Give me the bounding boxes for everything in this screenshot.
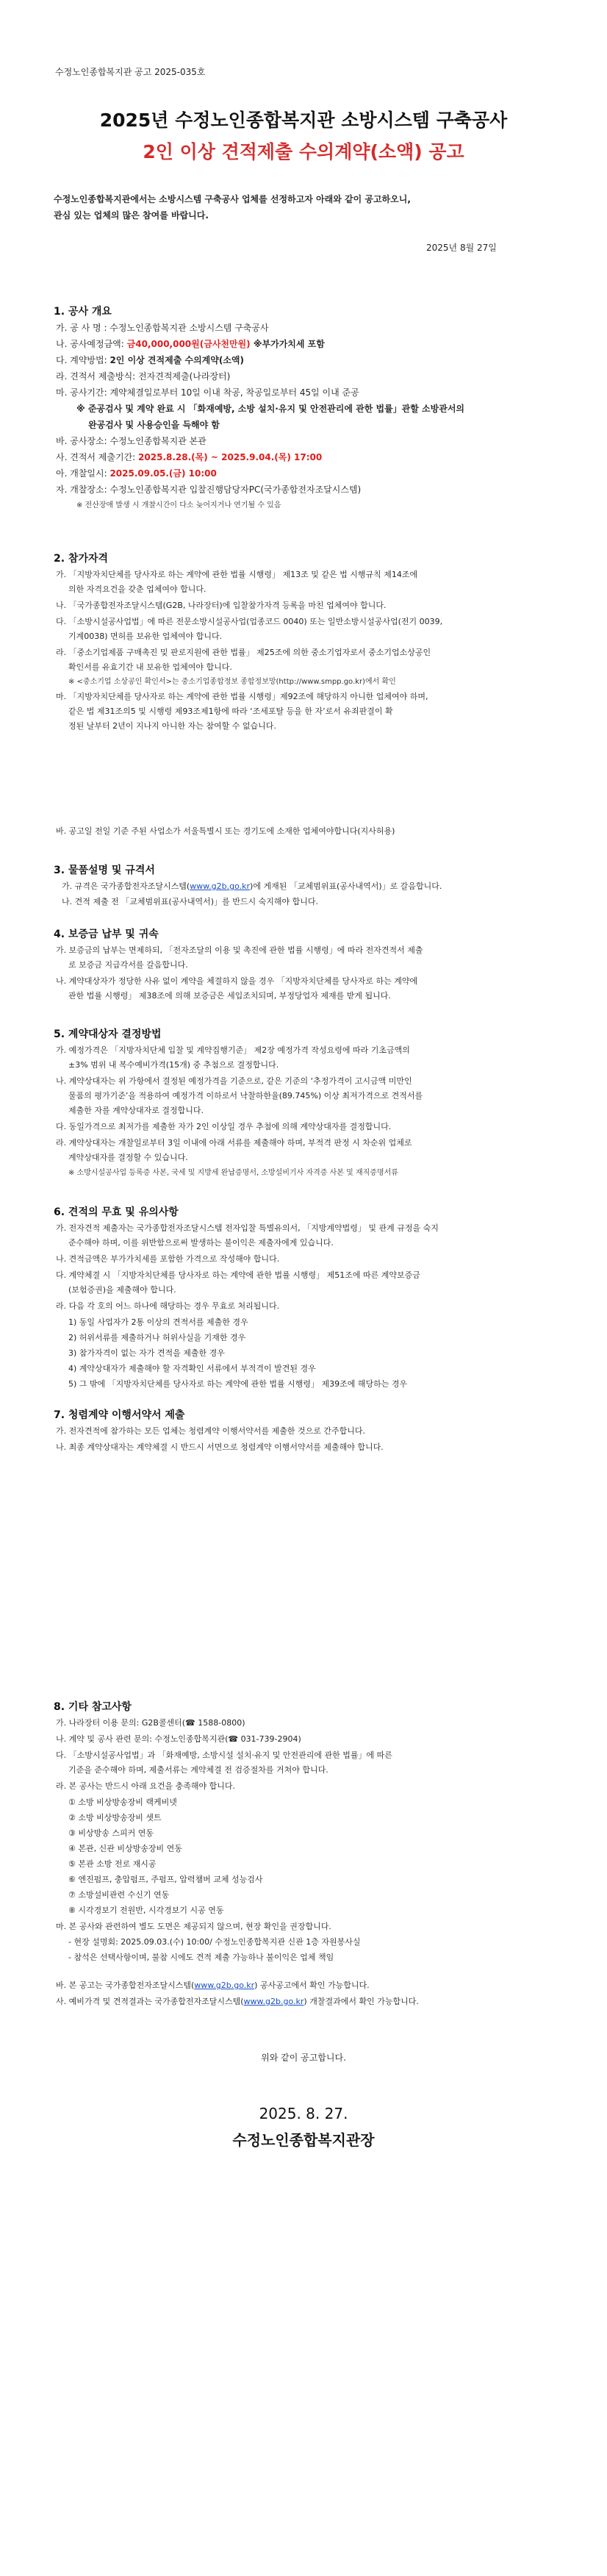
s1-item-ga: 가. 공 사 명 : 수정노인종합복지관 소방시스템 구축공사 xyxy=(56,323,269,333)
s6-item-ra: 라. 다음 각 호의 어느 하나에 해당하는 경우 무효로 처리됩니다. xyxy=(56,1301,280,1311)
section-4-heading: 4. 보증금 납부 및 귀속 xyxy=(54,929,159,940)
s3-item-na: 나. 견적 제출 전 「교체범위표(공사내역서)」를 반드시 숙지해야 합니다. xyxy=(62,897,318,906)
s1-ma-note-1: ※ 준공검사 및 계약 완료 시 「화재예방, 소방 설치·유지 및 안전관리에 관한 법률」관할 소방관서의 xyxy=(76,404,465,414)
s5-item-na-1: 나. 계약상대자는 위 가항에서 결정된 예정가격을 기준으로, 같은 기준의 ‘추정가격이 고시금액 미만인 xyxy=(56,1076,412,1086)
s1-item-da: 다. 계약방법: 2인 이상 견적제출 수의계약(소액) xyxy=(56,355,245,365)
s1-item-ba: 바. 공사장소: 수정노인종합복지관 본관 xyxy=(56,436,206,446)
s8-list-item: ⑦ 소방설비관련 수신기 연동 xyxy=(68,1890,170,1900)
s6-list-item: 5) 그 밖에 「지방자치단체를 당사자로 하는 계약에 관한 법률 시행령」 제39조에 해당하는 경우 xyxy=(68,1379,408,1389)
s1-item-ja: 자. 개찰장소: 수정노인종합복지관 입찰진행담당자PC(국가종합전자조달시스템) xyxy=(56,484,362,495)
s2-item-ga-1: 가. 「지방자치단체를 당사자로 하는 계약에 관한 법률 시행령」 제13조 및 같은 법 시행규칙 제14조에 xyxy=(56,570,418,579)
s6-item-da-1: 다. 계약체결 시 「지방자치단체를 당사자로 하는 계약에 관한 법률 시행령」 제51조에 따른 계약보증금 xyxy=(56,1270,420,1280)
intro-line-1: 수정노인종합복지관에서는 소방시스템 구축공사 업체를 선정하고자 아래와 같이 공고하오니, xyxy=(54,194,411,204)
s2-item-ra-2: 확인서를 유효기간 내 보유한 업체여야 합니다. xyxy=(68,662,232,672)
signature-date: 2025. 8. 27. xyxy=(259,2105,348,2122)
s8-list-item: ② 소방 비상방송장비 셋트 xyxy=(68,1813,162,1822)
section-6-heading: 6. 견적의 무효 및 유의사항 xyxy=(54,1206,179,1218)
s8-ma-dash-1: - 현장 설명회: 2025.09.03.(수) 10:00/ 수정노인종합복지관 신관 1층 자원봉사실 xyxy=(68,1937,361,1947)
g2b-link[interactable]: www.g2b.go.kr xyxy=(243,1997,304,2006)
s8-item-na: 나. 계약 및 공사 관련 문의: 수정노인종합복지관(☎ 031-739-2904) xyxy=(56,1734,301,1744)
s8-item-da-1: 다. 「소방시설공사업법」과 「화재예방, 소방시설 설치·유지 및 안전관리에 관한 법률」에 따른 xyxy=(56,1750,392,1760)
s8-item-ba: 바. 본 공고는 국가종합전자조달시스템(www.g2b.go.kr) 공사공고에서 확인 가능합니다. xyxy=(56,1981,370,1990)
s8-list-item: ⑥ 엔진펌프, 충압펌프, 주펌프, 압력챔버 교체 성능검사 xyxy=(68,1875,263,1884)
s5-item-ra-2: 계약상대자를 결정할 수 있습니다. xyxy=(68,1153,188,1162)
s2-item-da-2: 기계0038) 면허를 보유한 업체여야 합니다. xyxy=(68,632,223,641)
s3-item-ga: 가. 규격은 국가종합전자조달시스템(www.g2b.go.kr)에 게재된 「교체범위표(공사내역서)」로 갈음합니다. xyxy=(62,881,442,891)
s1-ja-note: ※ 전산장애 발생 시 개찰시간이 다소 늦어지거나 연기될 수 있음 xyxy=(76,501,281,509)
s5-item-ga-1: 가. 예정가격은 「지방자치단체 입찰 및 계약집행기준」 제2장 예정가격 작성요령에 따라 기초금액의 xyxy=(56,1045,410,1055)
notice-date: 2025년 8월 27일 xyxy=(426,243,497,253)
s8-item-sa: 사. 예비가격 및 견적결과는 국가종합전자조달시스템(www.g2b.go.kr) 개찰결과에서 확인 가능합니다. xyxy=(56,1997,419,2006)
s2-item-ga-2: 의한 자격요건을 갖춘 업체여야 합니다. xyxy=(68,584,206,594)
s8-list-item: ⑤ 본관 소방 전로 재시공 xyxy=(68,1859,157,1869)
s1-item-sa: 사. 견적서 제출기간: 2025.8.28.(목) ~ 2025.9.04.(목) 17:00 xyxy=(56,452,323,462)
g2b-link[interactable]: www.g2b.go.kr xyxy=(194,1981,255,1990)
s8-list-item: ① 소방 비상방송장비 랙케비넷 xyxy=(68,1797,177,1807)
s6-list-item: 3) 참가자격이 없는 자가 견적을 제출한 경우 xyxy=(68,1348,225,1358)
intro-line-2: 관심 있는 업체의 많은 참여를 바랍니다. xyxy=(54,210,209,221)
s4-item-na-2: 관한 법률 시행령」 제38조에 의해 보증금은 세입조치되며, 부정당업자 제재를 받게 됩니다. xyxy=(68,991,391,1001)
s6-list-item: 4) 계약상대자가 제출해야 할 자격확인 서류에서 부적격이 발견된 경우 xyxy=(68,1364,316,1373)
section-7-heading: 7. 청렴계약 이행서약서 제출 xyxy=(54,1409,185,1421)
s2-item-da-1: 다. 「소방시설공사업법」에 따른 전문소방시설공사업(업종코드 0040) 또는 일반소방시설공사업(전기 0039, xyxy=(56,617,443,626)
s8-list-item: ⑧ 시각경보기 전원반, 시각경보기 시공 연동 xyxy=(68,1906,224,1915)
s1-item-ma: 마. 공사기간: 계약체결일로부터 10일 이내 착공, 착공일로부터 45일 이내 준공 xyxy=(56,387,359,398)
s4-item-ga-1: 가. 보증금의 납부는 면제하되, 「전자조달의 이용 및 촉진에 관한 법률 시행령」에 따라 전자견적서 제출 xyxy=(56,945,423,955)
s7-item-na: 나. 최종 계약상대자는 계약체결 시 반드시 서면으로 청렴계약 이행서약서를 제출해야 합니다. xyxy=(56,1442,384,1452)
s2-item-ba: 바. 공고일 전일 기준 주된 사업소가 서울특별시 또는 경기도에 소재한 업체여야합니다(지사허용) xyxy=(56,826,395,836)
s6-item-ga-2: 준수해야 하며, 이를 위반함으로써 발생하는 불이익은 제출자에게 있습니다. xyxy=(68,1238,334,1248)
s1-item-na: 나. 공사예정금액: 금40,000,000원(금사천만원) ※부가가치세 포함 xyxy=(56,339,325,349)
title-line-1: 2025년 수정노인종합복지관 소방시스템 구축공사 xyxy=(99,110,508,131)
g2b-link[interactable]: www.g2b.go.kr xyxy=(190,881,251,891)
section-8-heading: 8. 기타 참고사항 xyxy=(54,1701,132,1713)
section-5-heading: 5. 계약대상자 결정방법 xyxy=(54,1028,162,1040)
s8-list-item: ③ 비상방송 스피커 연동 xyxy=(68,1828,154,1838)
section-3-heading: 3. 물품설명 및 규격서 xyxy=(54,865,155,876)
s6-list-item: 1) 동일 사업자가 2통 이상의 견적서를 제출한 경우 xyxy=(68,1317,248,1327)
s4-item-na-1: 나. 계약대상자가 정당한 사유 없이 계약을 체결하지 않을 경우 「지방자치단체를 당사자로 하는 계약에 xyxy=(56,976,418,986)
s2-item-ra-1: 라. 「중소기업제품 구매촉진 및 판로지원에 관한 법률」 제25조에 의한 중소기업자로서 중소기업소상공인 xyxy=(56,648,431,657)
s8-item-ra: 라. 본 공사는 반드시 아래 요건을 충족해야 합니다. xyxy=(56,1781,235,1791)
section-2-heading: 2. 참가자격 xyxy=(54,553,109,565)
s6-item-ga-1: 가. 전자견적 제출자는 국가종합전자조달시스템 전자입찰 특별유의서, 「지방계약법령」 및 관계 규정을 숙지 xyxy=(56,1223,439,1233)
s8-item-da-2: 기준을 준수해야 하며, 제출서류는 계약체결 전 검증절차를 거쳐야 합니다. xyxy=(68,1765,328,1775)
s6-item-da-2: (보험증권)을 제출해야 합니다. xyxy=(68,1285,176,1295)
s8-list-item: ④ 본관, 신관 비상방송장비 연동 xyxy=(68,1844,182,1853)
s7-item-ga: 가. 전자견적에 참가하는 모든 업체는 청렴계약 이행서약서를 제출한 것으로 간주합니다. xyxy=(56,1426,365,1436)
s5-ra-note: ※ 소방시설공사업 등록증 사본, 국세 및 지방세 완납증명서, 소방설비기사 자격증 사본 및 재직증명서류 xyxy=(68,1169,398,1177)
s1-ma-note-2: 완공검사 및 사용승인을 득해야 함 xyxy=(88,420,220,430)
closing-text: 위와 같이 공고합니다. xyxy=(261,2053,346,2063)
s4-item-ga-2: 로 보증금 지급각서를 갈음합니다. xyxy=(68,960,188,970)
s8-item-ga: 가. 나라장터 이용 문의: G2B콜센터(☎ 1588-0800) xyxy=(56,1718,245,1728)
s1-item-ra: 라. 견적서 제출방식: 전자견적제출(나라장터) xyxy=(56,371,231,382)
s8-item-ma: 마. 본 공사와 관련하여 별도 도면은 제공되지 않으며, 현장 확인을 권장합니다. xyxy=(56,1922,331,1931)
s5-item-ra-1: 라. 계약상대자는 개찰일로부터 3일 이내에 아래 서류를 제출해야 하며, 부적격 판정 시 차순위 업체로 xyxy=(56,1138,412,1148)
s2-ra-note: ※ <중소기업 소상공인 확인서>는 중소기업종합정보 종합정보망(http://www.smpp.go.kr)에서 확인 xyxy=(68,678,396,686)
section-1-heading: 1. 공사 개요 xyxy=(54,306,112,318)
s5-item-da: 다. 동일가격으로 최저가를 제출한 자가 2인 이상일 경우 추첨에 의해 계약상대자를 결정합니다. xyxy=(56,1122,392,1131)
s6-item-na: 나. 견적금액은 부가가치세를 포함한 가격으로 작성해야 합니다. xyxy=(56,1254,280,1264)
s2-item-ma-3: 정된 날부터 2년이 지나지 아니한 자는 참여할 수 없습니다. xyxy=(68,721,276,731)
s8-ma-dash-2: - 참석은 선택사항이며, 불참 시에도 견적 제출 가능하나 불이익은 업체 책임 xyxy=(68,1953,334,1962)
s5-item-ga-2: ±3% 범위 내 복수예비가격(15개) 중 추첨으로 결정합니다. xyxy=(68,1060,279,1070)
s2-item-ma-2: 같은 법 제31조의5 및 시행령 제93조제1항에 따라 ‘조세포탈 등을 한 자’로서 유죄판결이 확 xyxy=(68,706,393,716)
s2-item-na: 나. 「국가종합전자조달시스템(G2B, 나라장터)에 입찰참가자격 등록을 마친 업체여야 합니다. xyxy=(56,601,387,610)
title-line-2: 2인 이상 견적제출 수의계약(소액) 공고 xyxy=(143,141,464,162)
notice-number: 수정노인종합복지관 공고 2025-035호 xyxy=(55,67,206,77)
s5-item-na-2: 물품의 평가기준’을 적용하여 예정가격 이하로서 낙찰하한율(89.745%) 이상 최저가격으로 견적서를 xyxy=(68,1091,423,1101)
s2-item-ma-1: 마. 「지방자치단체를 당사자로 하는 계약에 관한 법률 시행령」제92조에 해당하지 아니한 업체여야 하며, xyxy=(56,692,428,701)
signature-organization: 수정노인종합복지관장 xyxy=(232,2131,375,2149)
s1-item-a: 아. 개찰일시: 2025.09.05.(금) 10:00 xyxy=(56,468,217,479)
s5-item-na-3: 제출한 자를 계약상대자로 결정합니다. xyxy=(68,1106,204,1115)
s6-list-item: 2) 허위서류를 제출하거나 허위사실을 기재한 경우 xyxy=(68,1333,246,1342)
